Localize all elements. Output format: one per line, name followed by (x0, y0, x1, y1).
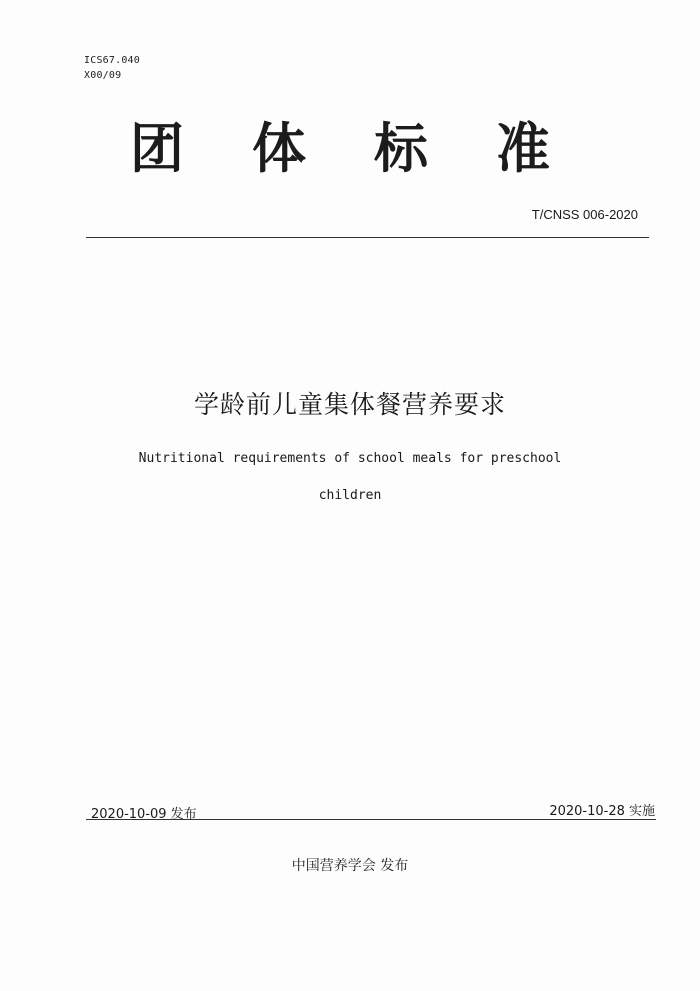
publisher: 中国营养学会 发布 (291, 858, 409, 874)
title-english-line-1: Nutritional requirements of school meals for preschool (138, 451, 562, 466)
classification-codes (84, 53, 140, 83)
document-type-heading: 团体标准 (130, 117, 618, 180)
ics-code: ICS67.040 (84, 55, 140, 66)
standard-number: T/CNSS 006-2020 (531, 207, 638, 222)
top-divider (86, 237, 649, 238)
title-english-line-2: children (318, 488, 382, 503)
ccs-code: X00/09 (84, 70, 122, 81)
bottom-divider (86, 819, 656, 820)
title-english (40, 440, 660, 514)
implementation-date: 2020-10-28 实施 (549, 804, 655, 819)
release-date: 2020-10-09 发布 (91, 807, 197, 822)
title-chinese: 学龄前儿童集体餐营养要求 (193, 390, 506, 419)
